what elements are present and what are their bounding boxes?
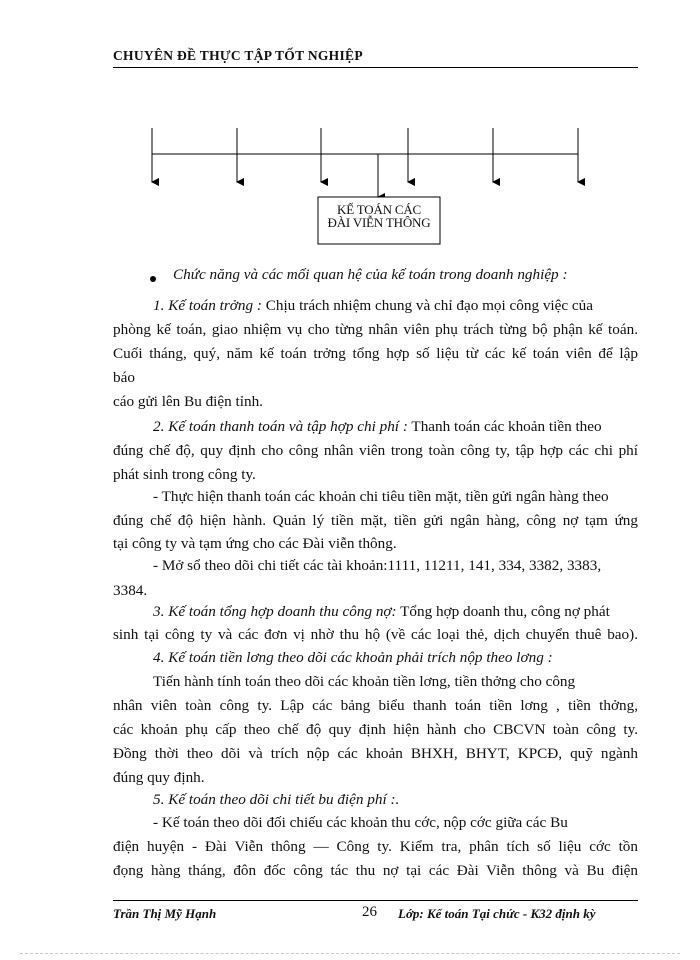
section-heading: Chức năng và các mối quan hệ của kế toán trong doanh nghiệp : [173, 266, 568, 283]
footer-class-info: Lớp: Kế toán Tại chức - K32 định kỳ [398, 906, 596, 921]
paragraph-4-line: nhân viên toàn công ty. Lập các bảng biểu thanh toán tiền lơng , tiền thởng, [113, 697, 638, 714]
footer-author: Trần Thị Mỹ Hạnh [113, 906, 217, 921]
paragraph-1-line: phòng kế toán, giao nhiệm vụ cho từng nhân viên phụ trách từng bộ phận kế toán. [113, 321, 638, 338]
paragraph-4-line: Đồng thời theo dõi và trích nộp các khoản BHXH, BHYT, KPCĐ, quỹ ngành [113, 745, 638, 762]
paragraph-2-line: - Mở sổ theo dõi chi tiết các tài khoản:1111, 11211, 141, 334, 3382, 3383, [153, 557, 602, 574]
paragraph-4-line: Tiến hành tính toán theo dõi các khoản tiền lơng, tiền thởng cho công [153, 673, 576, 690]
footer-page-number: 26 [362, 904, 377, 920]
paragraph-2-text: Thanh toán các khoản tiền theo [411, 418, 602, 435]
paragraph-5-line: đọng hàng tháng, đôn đốc công tác thu nợ tại các Đài Viễn thông và Bu điện [113, 862, 638, 879]
paragraph-5-label: 5. Kế toán theo dõi chi tiết bu điện phí :. [153, 791, 400, 808]
footer-rule [113, 900, 638, 901]
paragraph-1-line: báo [113, 369, 135, 386]
paragraph-2-line: 3384. [113, 582, 148, 599]
org-chart-box-line2: ĐÀI VIỄN THÔNG [327, 215, 431, 230]
paragraph-2-line: phát sinh trong công ty. [113, 466, 256, 483]
paragraph-1-label: 1. Kế toán trởng : [153, 297, 262, 314]
paragraph-3-label: 3. Kế toán tổng hợp doanh thu công nợ: [153, 603, 397, 620]
paragraph-2-line: đúng chế độ hiện hành. Quản lý tiền mặt, tiền gửi ngân hàng, công nợ tạm ứng [113, 512, 638, 529]
paragraph-1-first-line [153, 297, 593, 315]
paragraph-3-first-line [153, 603, 610, 621]
paragraph-3-line: sinh tại công ty và các đơn vị nhờ thu hộ (về các loại thẻ, dịch chuyển thuê bao). [113, 626, 638, 643]
page-header-title: CHUYÊN ĐỀ THỰC TẬP TỐT NGHIỆP [113, 48, 363, 63]
paragraph-1-line: cáo gửi lên Bu điện tỉnh. [113, 393, 263, 410]
paragraph-4-line: các khoản phụ cấp theo chế độ quy định hiện hành cho CBCVN toàn công ty. [113, 721, 638, 738]
paragraph-2-line: đúng chế độ, quy định cho công nhân viên trong toàn công ty, tập hợp các chi phí [113, 442, 638, 459]
page-bottom-divider [20, 953, 680, 954]
paragraph-2-line: tại công ty và tạm ứng cho các Đài viễn thông. [113, 535, 397, 552]
paragraph-4-line: đúng quy định. [113, 769, 205, 786]
bullet-icon [150, 276, 156, 282]
paragraph-5-line: điện huyện - Đài Viễn thông — Công ty. Kiểm tra, phân tích số liệu cớc tồn [113, 838, 638, 855]
org-chart-box-line1: KẾ TOÁN CÁC [337, 202, 421, 217]
paragraph-1-line: Cuối tháng, quý, năm kế toán trởng tổng hợp số liệu từ các kế toán viên để lập [113, 345, 638, 362]
paragraph-2-label: 2. Kế toán thanh toán và tập hợp chi phí : [153, 418, 408, 435]
org-chart-box-label [318, 203, 440, 229]
paragraph-4-label: 4. Kế toán tiền lơng theo dõi các khoản phải trích nộp theo lơng : [153, 649, 553, 666]
paragraph-2-line: - Thực hiện thanh toán các khoản chi tiêu tiền mặt, tiền gửi ngân hàng theo [153, 488, 609, 505]
paragraph-2-first-line [153, 418, 602, 436]
paragraph-5-line: - Kế toán theo dõi đối chiếu các khoản thu cớc, nộp cớc giữa các Bu [153, 814, 568, 831]
paragraph-1-text: Chịu trách nhiệm chung và chỉ đạo mọi công việc của [265, 297, 594, 314]
paragraph-3-text: Tổng hợp doanh thu, công nợ phát [400, 603, 610, 620]
